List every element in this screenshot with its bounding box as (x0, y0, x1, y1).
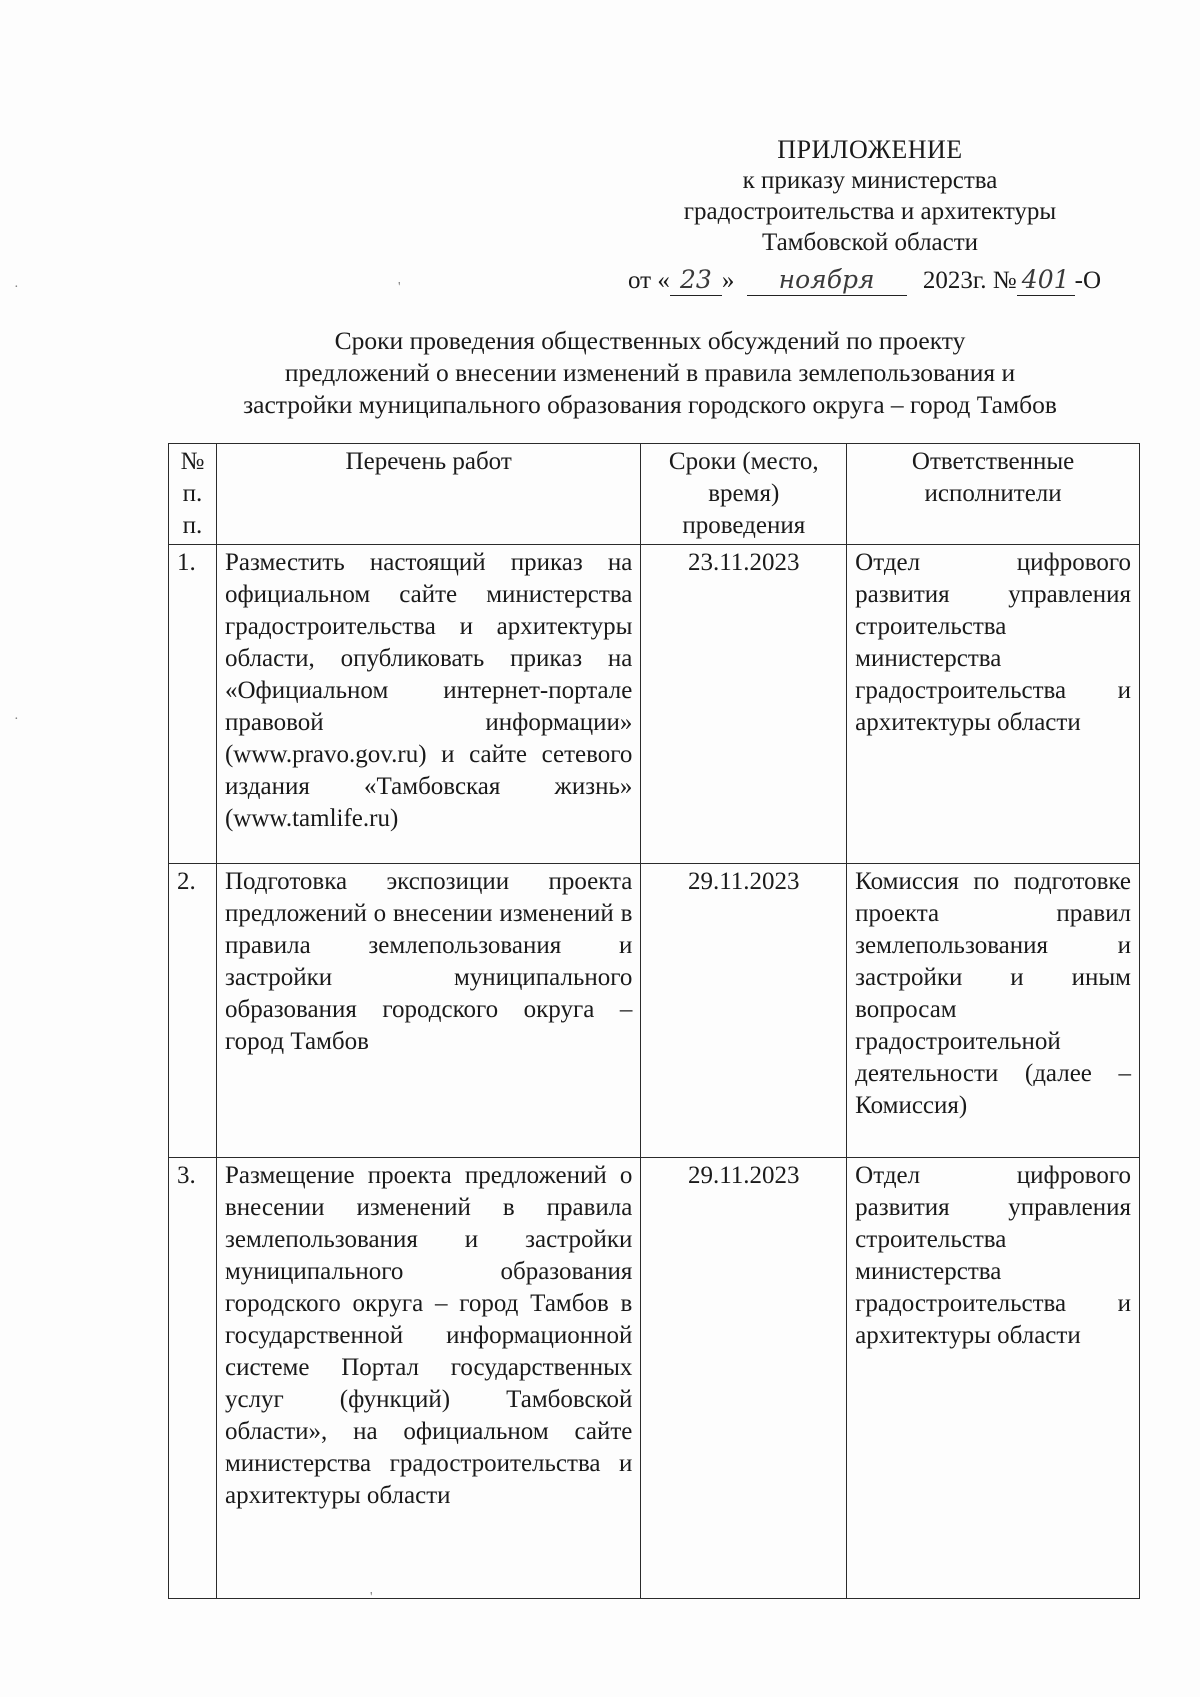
row-work: Подготовка экспозиции проекта предложений о внесении изменений в правила землепользования и застройки муниципального образования городского округа – город Тамбов (216, 864, 640, 1158)
order-mid: » (721, 267, 735, 294)
row-responsible: Комиссия по подготовке проекта правил землепользования и застройки и иным вопросам градостроительной деятельности (далее – Комиссия) (847, 864, 1140, 1158)
document-title (170, 325, 1130, 421)
order-day-handwritten: 23 (670, 264, 722, 296)
annex-header (610, 134, 1130, 258)
order-reference (628, 264, 1148, 296)
scan-speck: ' (370, 1590, 373, 1605)
table-row (169, 545, 1140, 864)
header-num: № п. п. (169, 444, 217, 545)
header-date: Сроки (место, время) проведения (641, 444, 847, 545)
order-number-handwritten: 401 (1017, 264, 1075, 296)
row-work: Размещение проекта предложений о внесении изменений в правила землепользования и застройки муниципального образования городского округа – город Тамбов в государственной информационной системе Портал государственных услуг (функций) Тамбовской области», на официальном сайте министерства градостроительства и архитектуры области (216, 1158, 640, 1599)
row-date: 23.11.2023 (641, 545, 847, 864)
order-year-text: 2023г. № (922, 267, 1017, 294)
header-work: Перечень работ (216, 444, 640, 545)
header-responsible: Ответственные исполнители (847, 444, 1140, 545)
row-responsible: Отдел цифрового развития управления строительства министерства градостроительства и архитектуры области (847, 545, 1140, 864)
title-line-2: предложений о внесении изменений в правила землепользования и (284, 358, 1016, 387)
annex-line-1: к приказу министерства (742, 167, 998, 194)
title-line-3: застройки муниципального образования городского округа – город Тамбов (243, 390, 1057, 419)
row-number: 2. (169, 864, 217, 1158)
schedule-table (168, 443, 1140, 1599)
order-month-handwritten: ноября (747, 264, 907, 296)
row-date: 29.11.2023 (641, 864, 847, 1158)
row-date: 29.11.2023 (641, 1158, 847, 1599)
schedule-table-wrap (168, 443, 1140, 1599)
scan-speck: · (14, 712, 19, 727)
table-row (169, 1158, 1140, 1599)
table-row (169, 864, 1140, 1158)
annex-line-3: Тамбовской области (761, 229, 979, 256)
order-suffix: -О (1074, 267, 1102, 294)
annex-title: ПРИЛОЖЕНИЕ (777, 135, 963, 164)
row-responsible: Отдел цифрового развития управления строительства министерства градостроительства и архитектуры области (847, 1158, 1140, 1599)
scan-speck: · (14, 280, 19, 295)
table-header-row (169, 444, 1140, 545)
annex-line-2: градостроительства и архитектуры (683, 198, 1057, 225)
title-line-1: Сроки проведения общественных обсуждений по проекту (334, 326, 966, 355)
row-work: Разместить настоящий приказ на официальном сайте министерства градостроительства и архитектуры области, опубликовать приказ на «Официальном интернет-портале правовой информации» (www.pravo.gov.ru) и сайте сетевого издания «Тамбовская жизнь» (www.tamlife.ru) (216, 545, 640, 864)
row-number: 1. (169, 545, 217, 864)
order-prefix: от « (628, 267, 670, 294)
scan-speck: ' (398, 280, 401, 295)
row-number: 3. (169, 1158, 217, 1599)
